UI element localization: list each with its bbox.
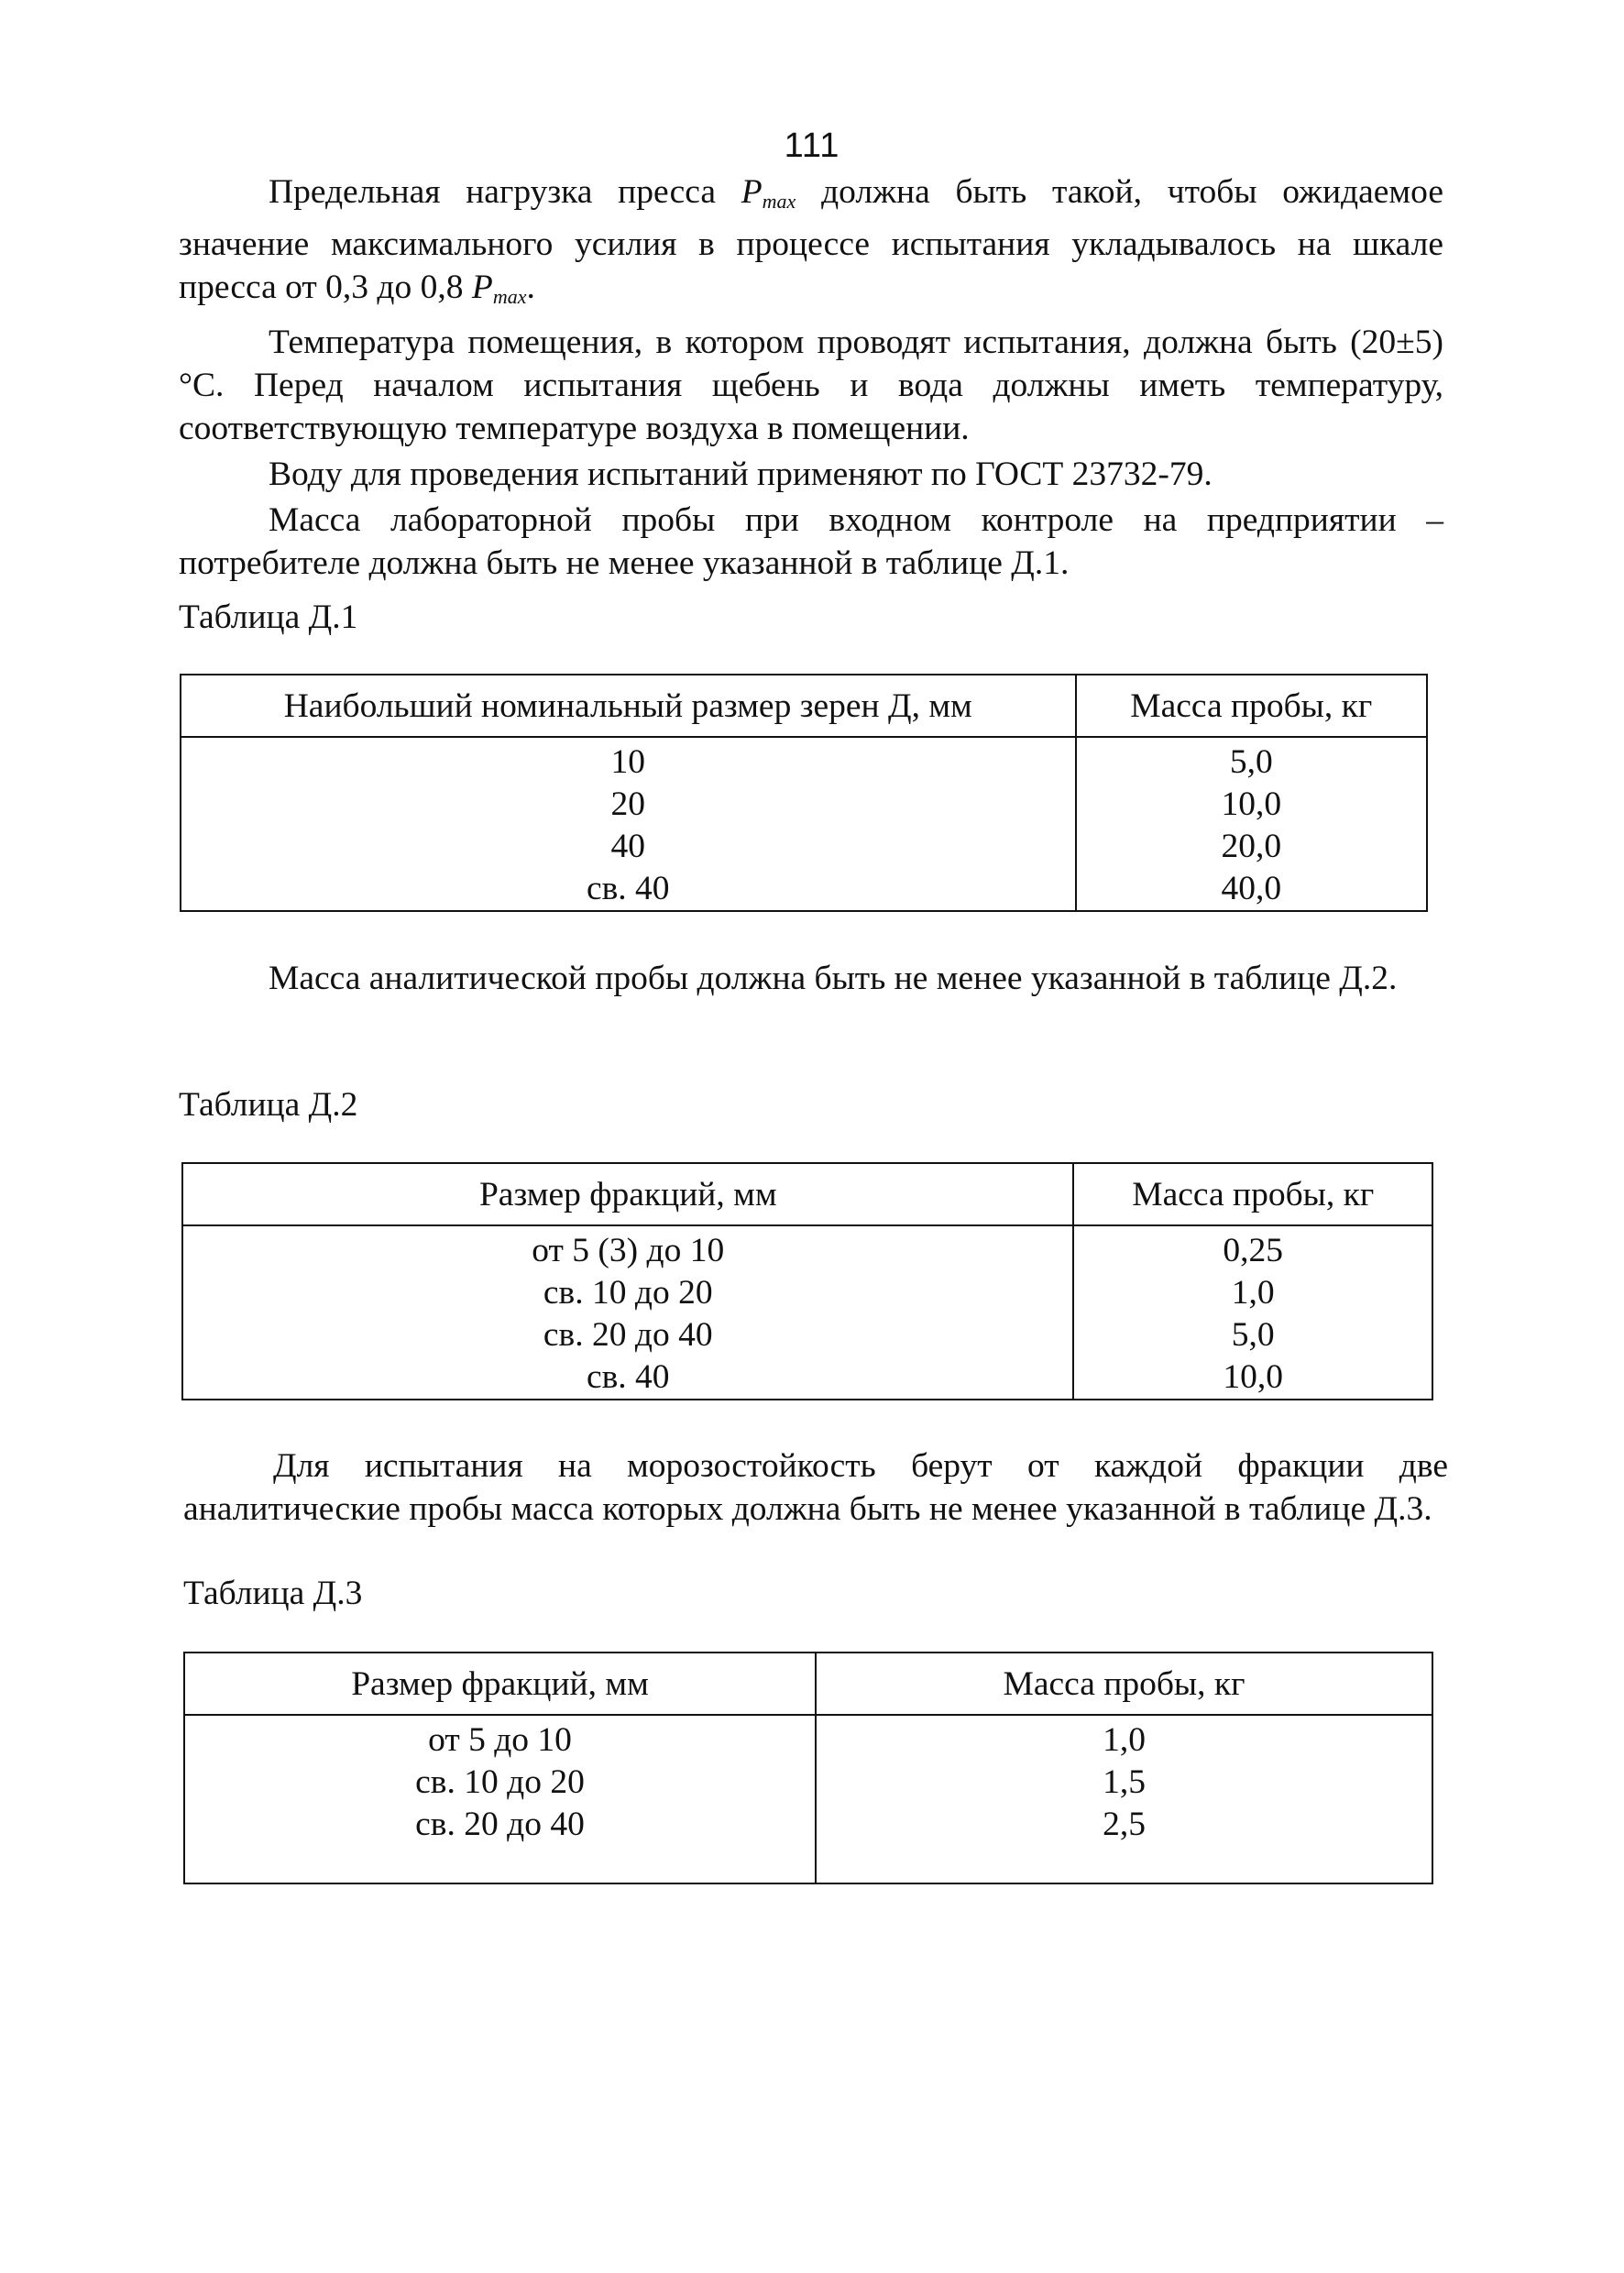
table-row [184,1804,1432,1846]
p-max-symbol: $P_{max}$ [741,173,796,213]
table-row [182,1356,1432,1400]
paragraph-analytical-sample [179,957,1443,1000]
table-row [181,826,1427,868]
table-row [182,1272,1432,1314]
table1-cell: 20 [181,784,1076,826]
table1-caption: Таблица Д.1 [179,598,358,636]
table3-cell: 1,5 [816,1762,1432,1804]
table1-cell: 10,0 [1076,784,1428,826]
table-row [184,1715,1432,1762]
p-max-symbol-end: $P_{max}$ [471,269,527,308]
table-row [182,1314,1432,1356]
table1-cell: св. 40 [181,868,1076,911]
page-number: 111 [784,126,840,165]
table1 [180,674,1428,912]
table1-header-size: Наибольший номинальный размер зерен Д, мм [181,675,1076,737]
table2-cell: св. 20 до 40 [182,1314,1073,1356]
table1-cell: 10 [181,737,1076,784]
table1-cell: 40 [181,826,1076,868]
paragraph-text: Масса аналитической пробы должна быть не менее указанной в таблице Д.2. [269,960,1398,997]
table3-blank-cell [184,1846,816,1883]
table3-header-size: Размер фракций, мм [184,1653,816,1715]
table1-cell: 5,0 [1076,737,1428,784]
table3 [183,1652,1433,1884]
table2-cell: 5,0 [1073,1314,1432,1356]
table-row [181,737,1427,784]
table3-cell: от 5 до 10 [184,1715,816,1762]
table3-blank-cell [816,1846,1432,1883]
paragraph-frost-resistance [183,1444,1448,1531]
table3-cell: св. 20 до 40 [184,1804,816,1846]
intro-text [179,170,1443,585]
table1-header-mass: Масса пробы, кг [1076,675,1428,737]
paragraph-temperature: Температура помещения, в котором проводят испытания, должна быть (20±5) °С. Перед началом испытания щебень и вода должны иметь температуру, соответствующую температуре воздуха в помещении. [179,324,1443,447]
table-row [184,1762,1432,1804]
table2-cell: 1,0 [1073,1272,1432,1314]
paragraph-text: Для испытания на морозостойкость берут от каждой фракции две аналитические пробы масса которых должна быть не менее указанной в таблице Д.3. [183,1447,1448,1528]
paragraph-press-load: Предельная нагрузка пресса $P_{max}$ должна быть такой, чтобы ожидаемое значение максимального усилия в процессе испытания укладывалось на шкале пресса от 0,3 до 0,8 $P_{max}$. [179,173,1444,308]
table3-cell: 2,5 [816,1804,1432,1846]
p1-text-a: Предельная нагрузка пресса [269,173,716,211]
table2-caption: Таблица Д.2 [179,1086,358,1124]
table3-caption: Таблица Д.3 [183,1575,363,1612]
paragraph-water: Воду для проведения испытаний применяют по ГОСТ 23732-79. [269,456,1213,493]
table2-header-mass: Масса пробы, кг [1073,1163,1432,1225]
table3-header-mass: Масса пробы, кг [816,1653,1432,1715]
table3-cell: св. 10 до 20 [184,1762,816,1804]
table2-header-size: Размер фракций, мм [182,1163,1073,1225]
table-row [181,868,1427,911]
table-row [181,784,1427,826]
paragraph-lab-sample: Масса лабораторной пробы при входном контроле на предприятии – потребителе должна быть не менее указанной в таблице Д.1. [179,501,1443,582]
table2-cell: св. 10 до 20 [182,1272,1073,1314]
table2-cell: 10,0 [1073,1356,1432,1400]
table2-cell: от 5 (3) до 10 [182,1225,1073,1272]
table1-cell: 40,0 [1076,868,1428,911]
table-row-blank [184,1846,1432,1883]
table1-cell: 20,0 [1076,826,1428,868]
table3-cell: 1,0 [816,1715,1432,1762]
table2 [181,1162,1433,1400]
p1-text-b: должна быть такой, чтобы ожидаемое значение максимального усилия в процессе испытания укладывалось на шкале пресса от 0,3 до 0,8 [179,173,1444,306]
table2-cell: 0,25 [1073,1225,1432,1272]
table-row [182,1225,1432,1272]
table2-cell: св. 40 [182,1356,1073,1400]
